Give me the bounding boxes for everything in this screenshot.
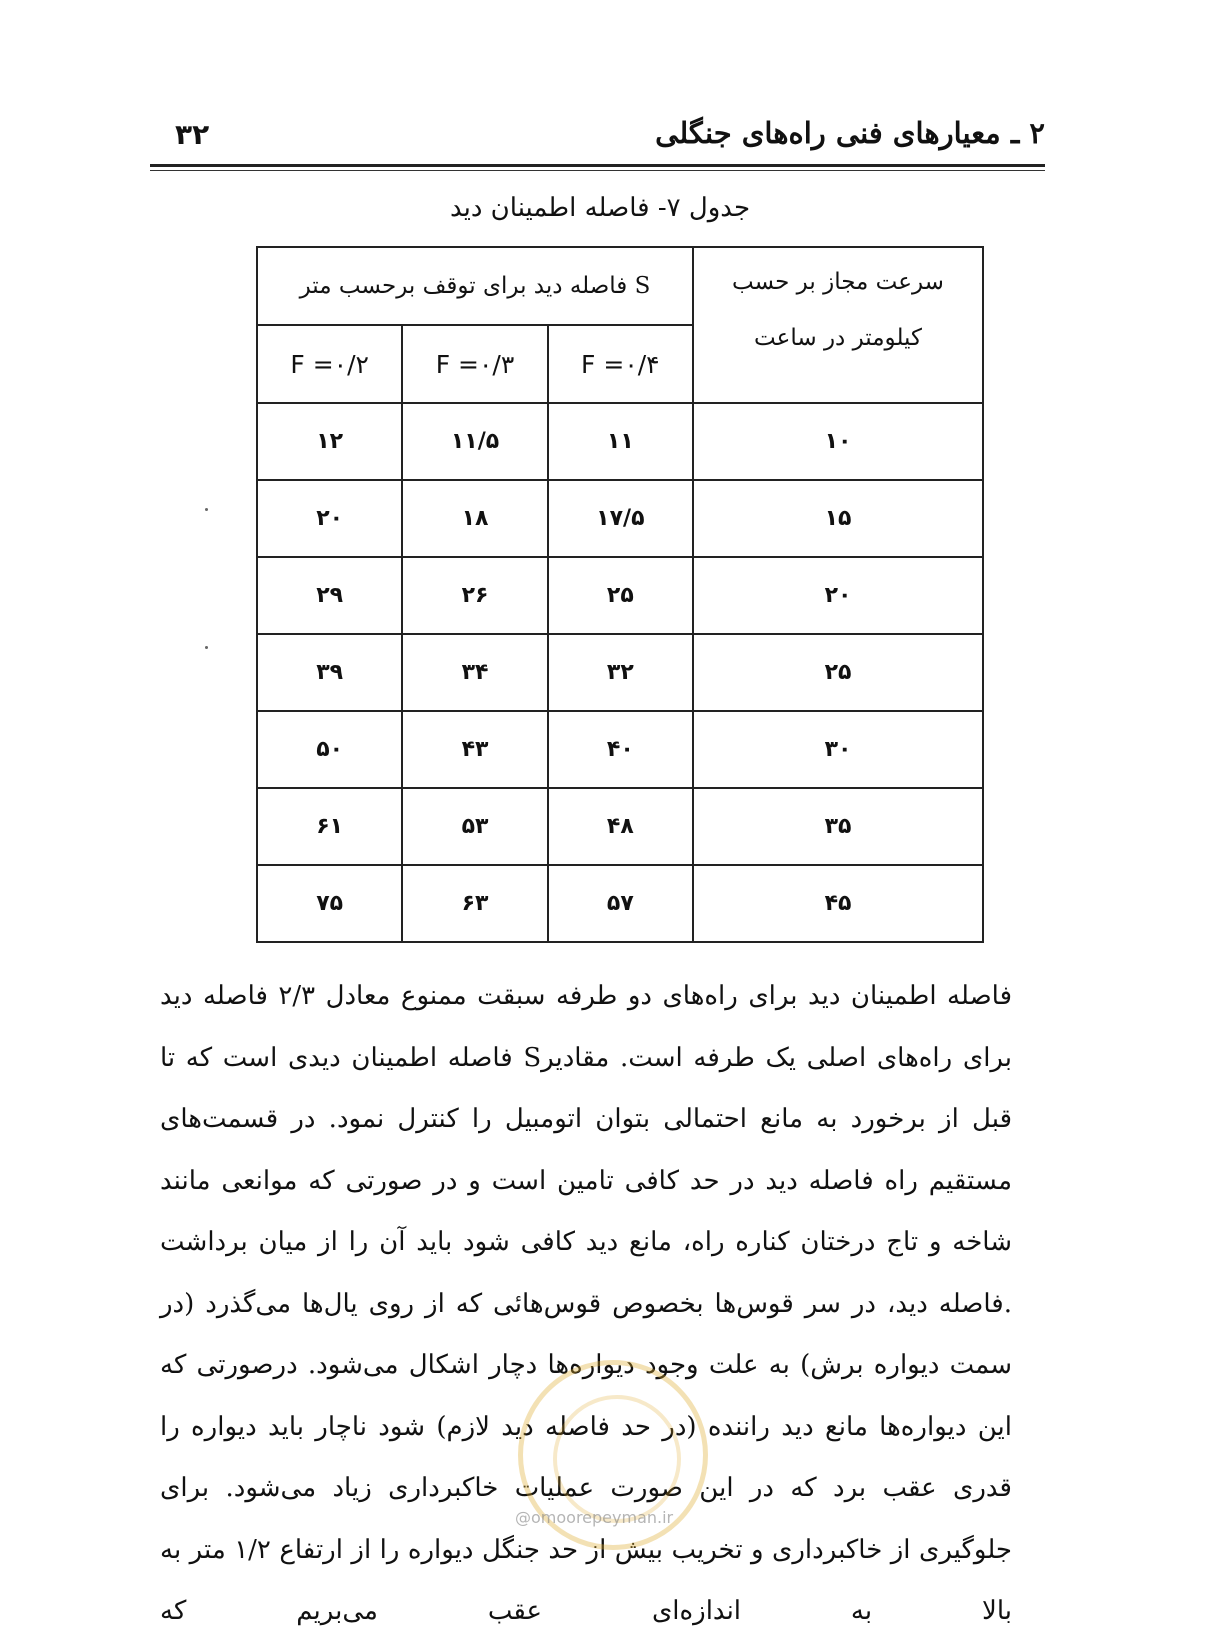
f03-cell: ۲۶	[402, 557, 547, 634]
table-row	[257, 788, 983, 865]
f-header: F =۰/۴	[548, 325, 693, 403]
speed-cell: ۲۵	[693, 634, 983, 711]
watermark-seal-inner	[553, 1395, 681, 1523]
header-rule-thick	[150, 164, 1045, 167]
sight-distance-table	[256, 246, 984, 943]
table-row	[257, 403, 983, 480]
header-rule-thin	[150, 170, 1045, 171]
table-row	[257, 865, 983, 942]
table-caption: جدول ۷- فاصله اطمینان دید	[449, 193, 751, 223]
table-row	[257, 711, 983, 788]
speed-cell: ۳۰	[693, 711, 983, 788]
body-paragraph: فاصله اطمینان دید برای راه‌های دو طرفه سبقت ممنوع معادل ۲/۳ فاصله دید برای راه‌های اصلی یک طرفه است. مقادیرS فاصله اطمینان دیدی است که تا قبل از برخورد به مانع احتمالی بتوان اتومبیل را کنترل نمود. در قسمت‌های مستقیم راه فاصله دید در حد کافی تامین است و در صورتی که موانعی مانند شاخه و تاج درختان کناره راه، مانع دید کافی شود باید آن را از میان برداشت .فاصله دید، در سر قوس‌ها بخصوص قوس‌هائی که از روی یال‌ها می‌گذرد (در سمت دیواره برش) به علت وجود دیواره‌ها دچار اشکال می‌شود. درصورتی که این دیواره‌ها مانع دید راننده (در حد فاصله دید لازم) شود ناچار باید دیواره را قدری عقب برد که در این صورت عملیات خاکبرداری زیاد می‌شود. برای جلوگیری از خاکبرداری و تخریب بیش از حد جنگل دیواره را از ارتفاع ۱/۲ متر به بالا به اندازه‌ای عقب می‌بریم که	[160, 981, 1013, 1626]
speed-cell: ۱۵	[693, 480, 983, 557]
speed-cell: ۲۰	[693, 557, 983, 634]
f-header: F =۰/۳	[402, 325, 547, 403]
speed-cell: ۳۵	[693, 788, 983, 865]
f04-cell: ۴۰	[548, 711, 693, 788]
f02-cell: ۱۲	[257, 403, 402, 480]
f02-cell: ۷۵	[257, 865, 402, 942]
f03-cell: ۶۳	[402, 865, 547, 942]
table-row	[257, 480, 983, 557]
speed-cell: ۴۵	[693, 865, 983, 942]
watermark-text: @omoorepeyman.ir	[515, 1508, 674, 1527]
f02-cell: ۲۰	[257, 480, 402, 557]
f02-cell: ۵۰	[257, 711, 402, 788]
f04-cell: ۳۲	[548, 634, 693, 711]
table-row	[257, 557, 983, 634]
page-header	[150, 100, 1045, 170]
chapter-title: ۲ ـ معیارهای فنی راه‌های جنگلی	[655, 116, 1045, 150]
f04-cell: ۱۱	[548, 403, 693, 480]
f04-cell: ۲۵	[548, 557, 693, 634]
scan-dot	[205, 646, 208, 649]
f02-cell: ۳۹	[257, 634, 402, 711]
speed-header: سرعت مجاز بر حسب کیلومتر در ساعت	[693, 247, 983, 403]
f-header: F =۰/۲	[257, 325, 402, 403]
scan-dot	[205, 508, 208, 511]
speed-cell: ۱۰	[693, 403, 983, 480]
f02-cell: ۶۱	[257, 788, 402, 865]
table-row	[257, 634, 983, 711]
f04-cell: ۵۷	[548, 865, 693, 942]
stopping-distance-header: S فاصله دید برای توقف برحسب متر	[257, 247, 693, 325]
f03-cell: ۱۱/۵	[402, 403, 547, 480]
page-number: ۳۲	[175, 118, 210, 151]
f03-cell: ۱۸	[402, 480, 547, 557]
f03-cell: ۳۴	[402, 634, 547, 711]
f03-cell: ۴۳	[402, 711, 547, 788]
f03-cell: ۵۳	[402, 788, 547, 865]
f02-cell: ۲۹	[257, 557, 402, 634]
f04-cell: ۴۸	[548, 788, 693, 865]
table-container	[256, 246, 984, 943]
f04-cell: ۱۷/۵	[548, 480, 693, 557]
